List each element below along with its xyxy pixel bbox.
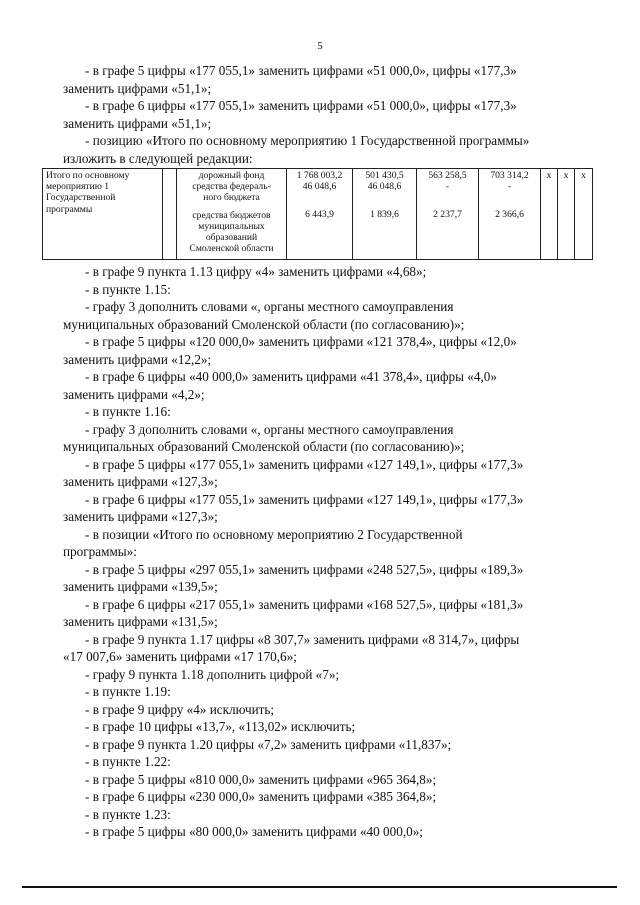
text-line: - графу 9 пункта 1.18 дополнить цифрой «7»; xyxy=(85,666,340,682)
text-line: муниципальных образований Смоленской области (по согласованию)»; xyxy=(63,316,465,332)
table-cell-mark: х xyxy=(558,169,575,260)
text-line: - в графе 6 цифры «40 000,0» заменить цифрами «41 378,4», цифры «4,0» xyxy=(85,369,497,384)
text-line: - в графе 9 пункта 1.17 цифры «8 307,7» заменить цифрами «8 314,7», цифры xyxy=(85,631,520,647)
table-cell-mark: х xyxy=(575,169,593,260)
intro-paragraphs xyxy=(63,62,593,167)
table-cell-name: Итого по основному мероприятию 1 Государственной программы xyxy=(43,169,163,260)
amendment-paragraphs xyxy=(63,263,593,841)
value: 6 443,9 xyxy=(305,209,334,221)
table-cell-col5 xyxy=(287,169,353,260)
source-line: ного бюджета xyxy=(203,192,260,204)
text-line: - в пункте 1.22: xyxy=(85,754,171,769)
text-line: - в позиции «Итого по основному мероприятию 2 Государственной xyxy=(85,526,463,542)
value: 501 430,5 xyxy=(365,170,404,181)
source-line: муниципальных xyxy=(198,220,265,232)
text-line: муниципальных образований Смоленской области (по согласованию)»; xyxy=(63,439,465,454)
value: 46 048,6 xyxy=(302,181,337,193)
table-cell-col6 xyxy=(353,169,417,260)
text-line: - в графе 5 цифры «80 000,0» заменить цифрами «40 000,0»; xyxy=(85,824,423,839)
source-line: Смоленской области xyxy=(189,243,274,255)
text-line: - в графе 9 цифру «4» исключить; xyxy=(85,701,275,717)
text-line: «17 007,6» заменить цифрами «17 170,6»; xyxy=(63,649,297,664)
text-line: - в пункте 1.19: xyxy=(85,684,171,699)
text-line: - в графе 5 цифры «177 055,1» заменить цифрами «51 000,0», цифры «177,3» xyxy=(85,63,517,78)
text-line: - в графе 10 цифры «13,7», «113,02» исключить; xyxy=(85,719,356,734)
text-line: - в пункте 1.15: xyxy=(85,281,171,297)
text-line: - в графе 5 цифры «297 055,1» заменить цифрами «248 527,5», цифры «189,3» xyxy=(85,561,524,577)
source-line: средства федераль- xyxy=(192,181,271,193)
page-number: 5 xyxy=(317,40,323,52)
text-line: - в графе 6 цифры «177 055,1» заменить цифрами «127 149,1», цифры «177,3» xyxy=(85,491,524,507)
text-line: - позицию «Итого по основному мероприятию 1 Государственной программы» xyxy=(85,133,530,148)
text-line: заменить цифрами «127,3»; xyxy=(63,474,218,489)
text-line: заменить цифрами «51,1»; xyxy=(63,80,212,96)
value: 2 237,7 xyxy=(433,209,462,221)
value: - xyxy=(445,181,450,193)
table-row xyxy=(43,169,593,260)
text-line: - графу 3 дополнить словами «, органы местного самоуправления xyxy=(85,299,454,314)
text-line: - в графе 9 пункта 1.20 цифры «7,2» заменить цифрами «11,837»; xyxy=(85,736,452,752)
text-line: изложить в следующей редакции: xyxy=(63,150,253,166)
value: 1 768 003,2 xyxy=(296,170,343,181)
table-cell-mark: х xyxy=(541,169,558,260)
source-line: образований xyxy=(205,232,258,244)
text-line: заменить цифрами «4,2»; xyxy=(63,386,205,402)
text-line: - в графе 9 пункта 1.13 цифру «4» заменить цифрами «4,68»; xyxy=(85,264,427,279)
value: 46 048,6 xyxy=(367,181,402,193)
text-line: - в графе 6 цифры «230 000,0» заменить цифрами «385 364,8»; xyxy=(85,789,437,804)
text-line: - графу 3 дополнить словами «, органы местного самоуправления xyxy=(85,421,454,437)
table-cell-sources xyxy=(177,169,287,260)
table-cell-empty xyxy=(163,169,177,260)
page-bottom-rule xyxy=(22,886,617,888)
text-line: - в графе 5 цифры «810 000,0» заменить цифрами «965 364,8»; xyxy=(85,771,437,787)
source-line: дорожный фонд xyxy=(198,170,265,181)
text-line: заменить цифрами «139,5»; xyxy=(63,579,218,594)
text-line: - в графе 6 цифры «217 055,1» заменить цифрами «168 527,5», цифры «181,3» xyxy=(85,596,524,612)
value: 563 258,5 xyxy=(428,170,467,181)
program-total-table xyxy=(42,168,593,260)
text-line: - в графе 5 цифры «120 000,0» заменить цифрами «121 378,4», цифры «12,0» xyxy=(85,334,517,349)
text-line: заменить цифрами «12,2»; xyxy=(63,351,212,367)
text-line: - в графе 6 цифры «177 055,1» заменить цифрами «51 000,0», цифры «177,3» xyxy=(85,98,517,113)
text-line: заменить цифрами «51,1»; xyxy=(63,115,212,131)
text-line: заменить цифрами «131,5»; xyxy=(63,614,218,629)
value: 2 366,6 xyxy=(495,209,524,221)
table-cell-col8 xyxy=(479,169,541,260)
text-line: - в графе 5 цифры «177 055,1» заменить цифрами «127 149,1», цифры «177,3» xyxy=(85,456,524,472)
value: 703 314,2 xyxy=(490,170,529,181)
text-line: программы»: xyxy=(63,544,137,559)
value: - xyxy=(507,181,512,193)
text-line: - в пункте 1.16: xyxy=(85,404,171,419)
table-cell-col7 xyxy=(417,169,479,260)
source-line: средства бюджетов xyxy=(192,209,271,221)
text-line: заменить цифрами «127,3»; xyxy=(63,509,218,524)
text-line: - в пункте 1.23: xyxy=(85,806,171,822)
value: 1 839,6 xyxy=(370,209,399,221)
